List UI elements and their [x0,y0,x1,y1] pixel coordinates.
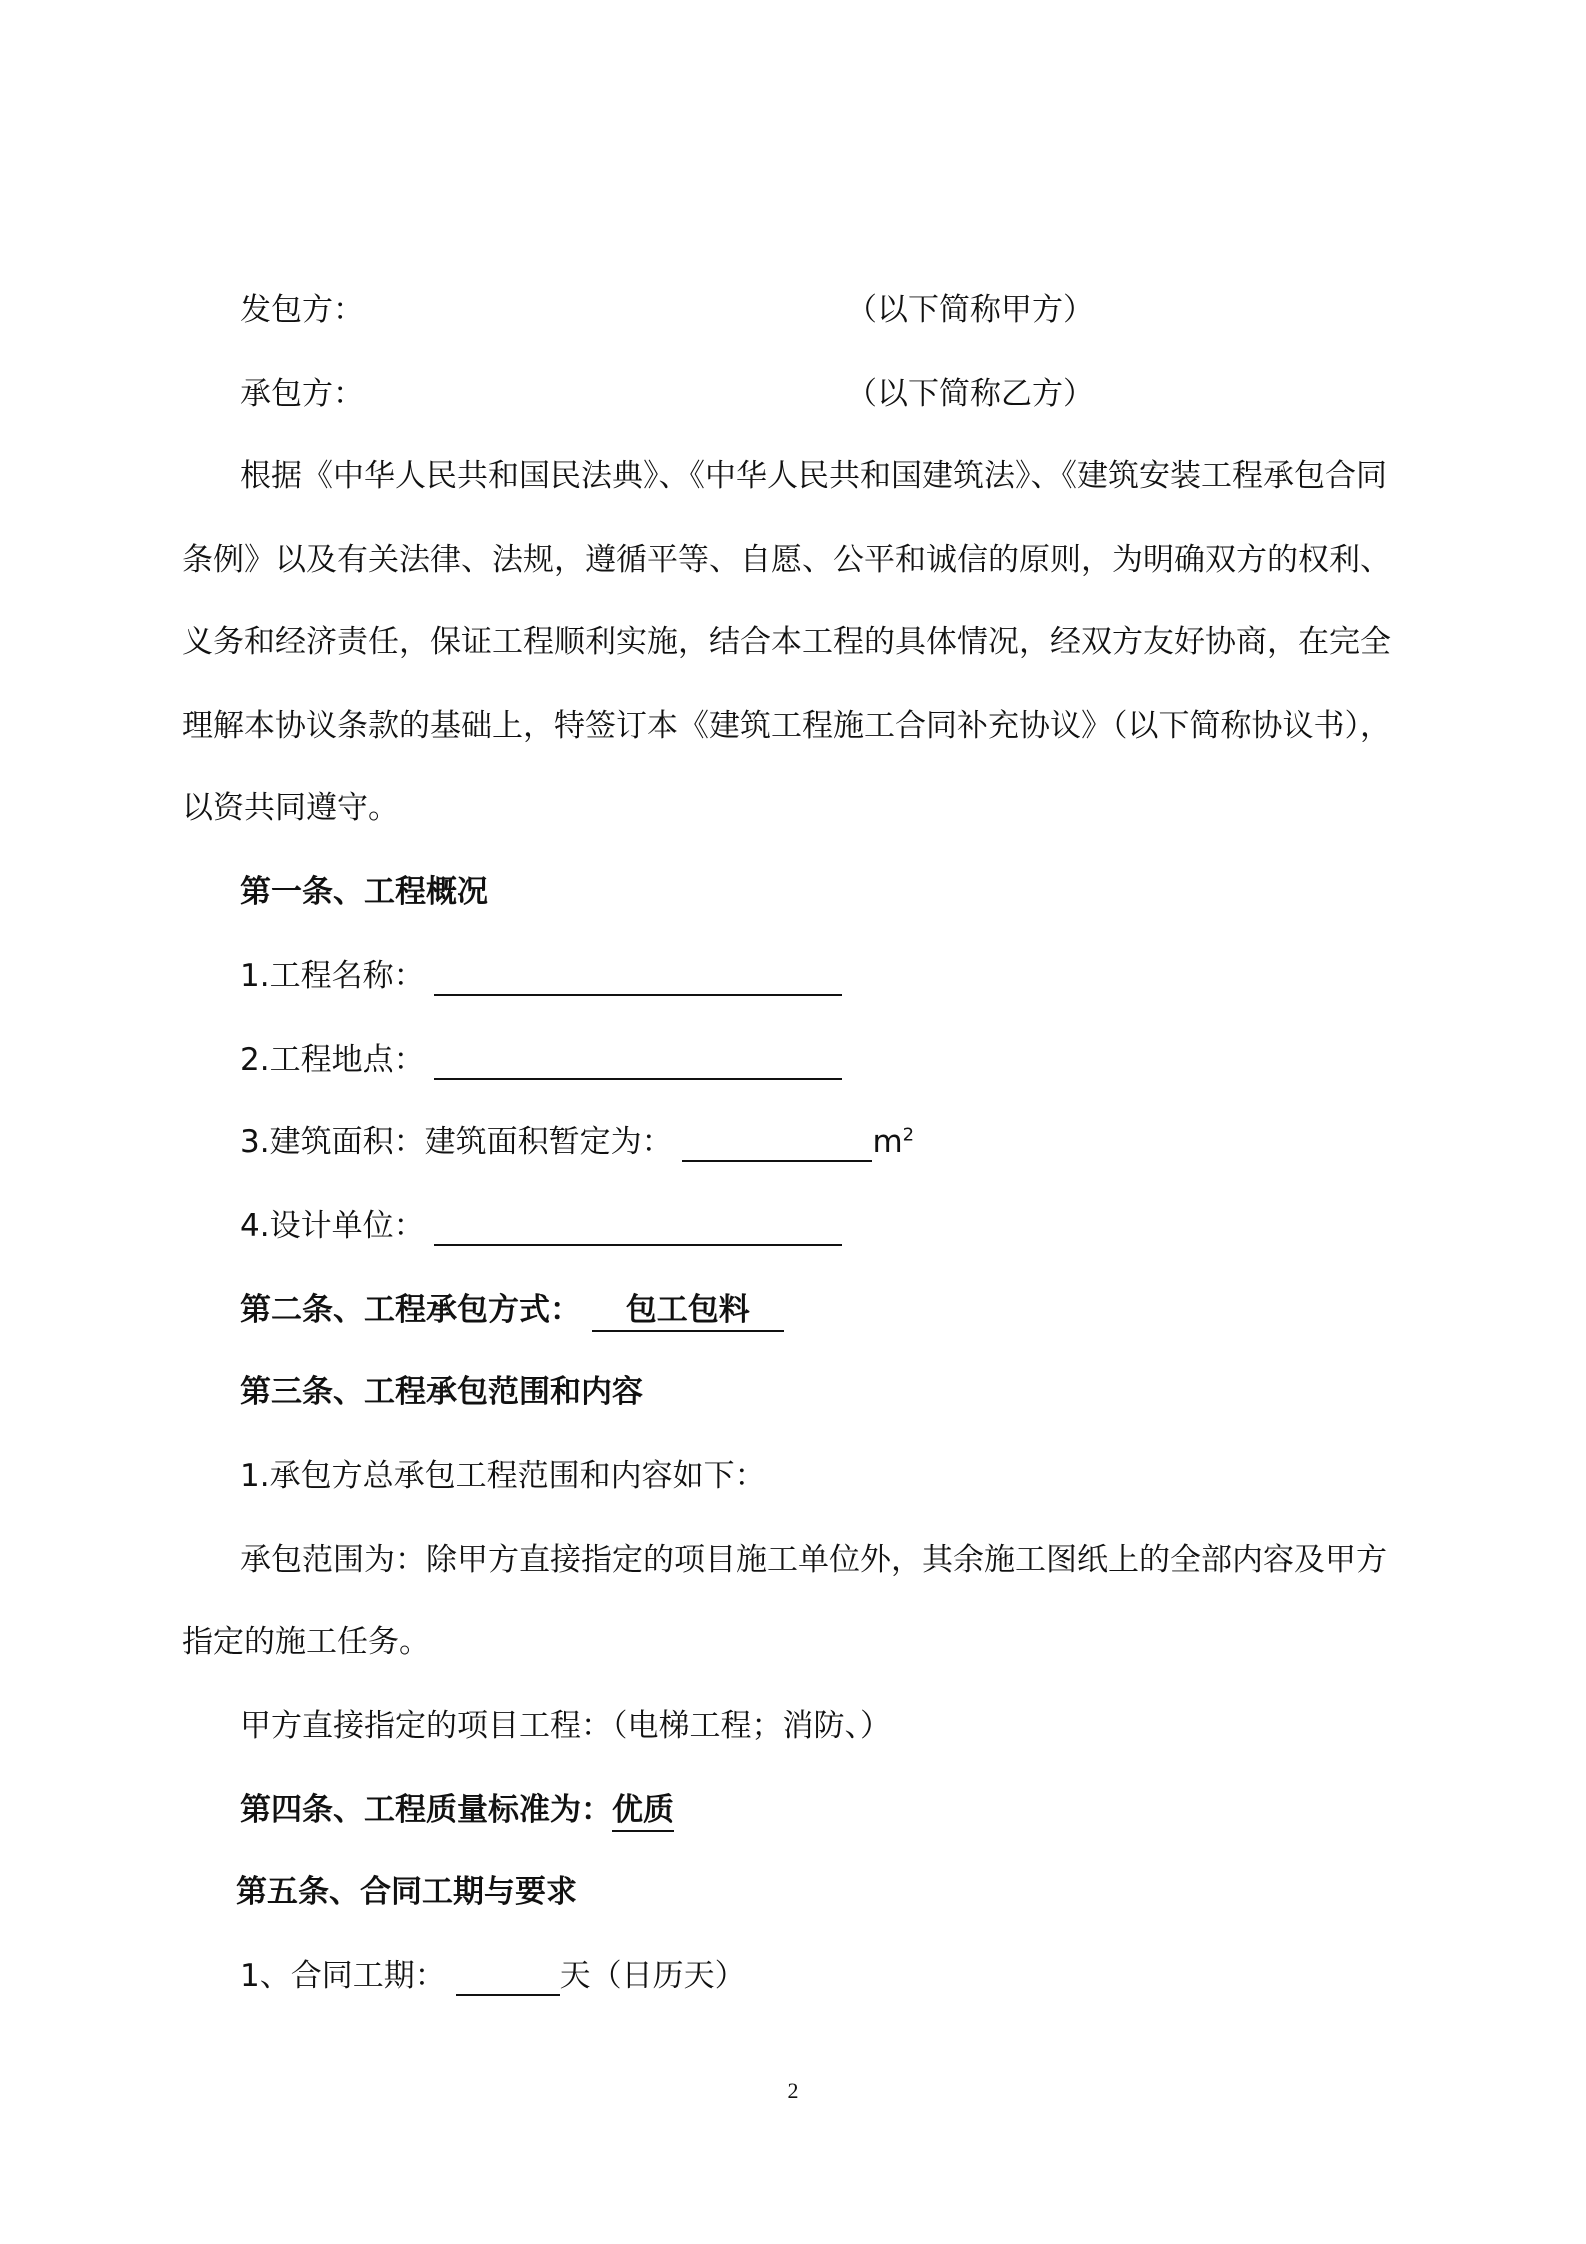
contractor-label: 承包方： [240,376,364,412]
building-area-blank [682,1126,872,1162]
project-location-row [240,1040,842,1080]
design-unit-blank [434,1210,842,1246]
employer-alias: （以下简称甲方） [846,292,1094,328]
preamble-line-3: 义务和经济责任，保证工程顺利实施，结合本工程的具体情况，经双方友好协商，在完全 [182,624,1391,660]
scope-line-2: 指定的施工任务。 [182,1624,430,1660]
contract-period-row [240,1956,746,1996]
employer-row [240,290,364,330]
employer-label: 发包方： [240,292,364,328]
article-2-title: 第二条、工程承包方式： [240,1292,581,1328]
preamble-line-1: 根据《中华人民共和国民法典》、《中华人民共和国建筑法》、《建筑安装工程承包合同 [240,458,1387,494]
project-location-label: 2.工程地点： [240,1042,425,1078]
project-name-row [240,956,842,996]
article-1-title: 第一条、工程概况 [240,874,488,910]
building-area-row [240,1122,914,1162]
design-unit-label: 4.设计单位： [240,1208,425,1244]
contract-period-blank [456,1960,560,1996]
contractor-row [240,374,364,414]
article-3-item-1: 1.承包方总承包工程范围和内容如下： [240,1458,766,1494]
article-3-title: 第三条、工程承包范围和内容 [240,1374,643,1410]
project-name-label: 1.工程名称： [240,958,425,994]
area-unit: $m^2$ [872,1124,915,1160]
article-4-row [240,1790,674,1832]
contract-method-value: 包工包料 [592,1292,784,1332]
designated-projects: 甲方直接指定的项目工程：（电梯工程；消防、） [240,1708,891,1744]
building-area-label: 3.建筑面积：建筑面积暂定为： [240,1124,673,1160]
quality-standard-value: 优质 [612,1792,674,1832]
preamble-line-4: 理解本协议条款的基础上，特签订本《建筑工程施工合同补充协议》（以下简称协议书）， [182,708,1391,744]
article-4-title: 第四条、工程质量标准为： [240,1792,612,1828]
preamble-line-5: 以资共同遵守。 [182,790,399,826]
contract-period-unit: 天（日历天） [559,1958,746,1994]
article-2-row [240,1290,784,1332]
contract-period-label: 1、合同工期： [240,1958,446,1994]
design-unit-row [240,1206,842,1246]
scope-line-1: 承包范围为：除甲方直接指定的项目施工单位外，其余施工图纸上的全部内容及甲方 [240,1542,1387,1578]
article-5-title: 第五条、合同工期与要求 [236,1874,577,1910]
project-location-blank [434,1044,842,1080]
contractor-alias: （以下简称乙方） [846,376,1094,412]
page-number: 2 [787,2078,799,2103]
preamble-line-2: 条例》以及有关法律、法规，遵循平等、自愿、公平和诚信的原则，为明确双方的权利、 [182,542,1391,578]
project-name-blank [434,960,842,996]
